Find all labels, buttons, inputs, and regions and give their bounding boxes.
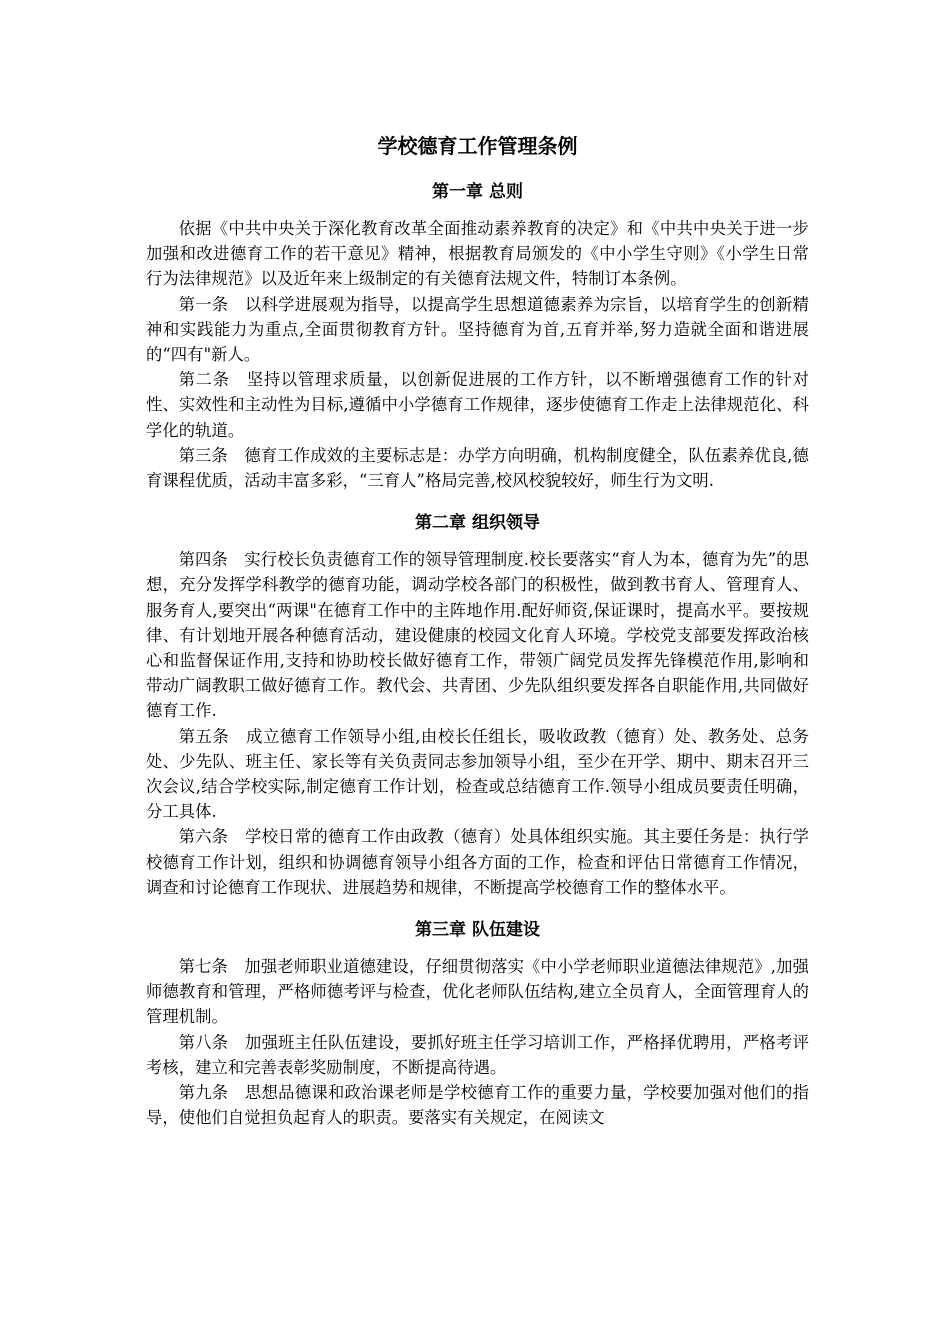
chapter-2: [146, 511, 809, 900]
article-6-paragraph: 第六条 学校日常的德育工作由政教（德育）处具体组织实施。其主要任务是：执行学校德育工作计划，组织和协调德育领导小组各方面的工作，检查和评估日常德育工作情况，调查和讨论德育工作现状、进展趋势和规律，不断提高学校德育工作的整体水平。: [146, 827, 809, 897]
chapter-heading: 第二章 组织领导: [415, 513, 540, 534]
preamble-paragraph: 依据《中共中央关于深化教育改革全面推动素养教育的决定》和《中共中央关于进一步加强和改进德育工作的若干意见》精神，根据教育局颁发的《中小学生守则》《小学生日常行为法律规范》以及近年来上级制定的有关德育法规文件，特制订本条例。: [146, 219, 809, 289]
chapter-heading: 第一章 总则: [432, 182, 523, 202]
article-9-paragraph: 第九条 思想品德课和政治课老师是学校德育工作的重要力量，学校要加强对他们的指导，使他们自觉担负起育人的职责。要落实有关规定，在阅读文: [146, 1083, 809, 1128]
chapter-heading: 第三章 队伍建设: [415, 920, 540, 941]
article-1-paragraph: 第一条 以科学进展观为指导，以提高学生思想道德素养为宗旨，以培育学生的创新精神和实践能力为重点,全面贯彻教育方针。坚持德育为首,五育并举,努力造就全面和谐进展的“四有"新人。: [146, 294, 809, 365]
article-4-paragraph: 第四条 实行校长负责德育工作的领导管理制度.校长要落实“育人为本，德育为先”的思想，充分发挥学科教学的德育功能，调动学校各部门的积极性，做到教书育人、管理育人、服务育人,要突出“两课"在德育工作中的主阵地作用.配好师资,保证课时，提高水平。要按规律、有计划地开展各种德育活动，建设健康的校园文化育人环境。学校党支部要发挥政治核心和监督保证作用,支持和协助校长做好德育工作，带领广阔党员发挥先锋模范作用,影响和带动广阔教职工做好德育工作。教代会、共青团、少先队组织要发挥各自职能作用,共同做好德育工作.: [146, 550, 809, 721]
chapter-1: [146, 180, 809, 493]
chapter-3: [146, 918, 809, 1130]
article-5-paragraph: 第五条 成立德育工作领导小组,由校长任组长，吸收政教（德育）处、教务处、总务处、少先队、班主任、家长等有关负责同志参加领导小组，至少在开学、期中、期末召开三次会议,结合学校实际,制定德育工作计划，检查或总结德育工作.领导小组成员要责任明确，分工具体.: [146, 726, 809, 822]
document-title: 学校德育工作管理条例: [377, 134, 578, 158]
article-2-paragraph: 第二条 坚持以管理求质量，以创新促进展的工作方针，以不断增强德育工作的针对性、实效性和主动性为目标,遵循中小学德育工作规律，逐步使德育工作走上法律规范化、科学化的轨道。: [146, 370, 809, 440]
document-page: [146, 132, 809, 1131]
article-8-paragraph: 第八条 加强班主任队伍建设，要抓好班主任学习培训工作，严格择优聘用，严格考评考核，建立和完善表彰奖励制度，不断提高待遇。: [146, 1032, 809, 1077]
article-7-paragraph: 第七条 加强老师职业道德建设，仔细贯彻落实《中小学老师职业道德法律规范》,加强师德教育和管理，严格师德考评与检查，优化老师队伍结构,建立全员育人，全面管理育人的管理机制。: [146, 957, 809, 1027]
article-3-paragraph: 第三条 德育工作成效的主要标志是：办学方向明确，机构制度健全，队伍素养优良,德育课程优质，活动丰富多彩，“三育人”格局完善,校风校貌较好，师生行为文明.: [146, 445, 809, 491]
